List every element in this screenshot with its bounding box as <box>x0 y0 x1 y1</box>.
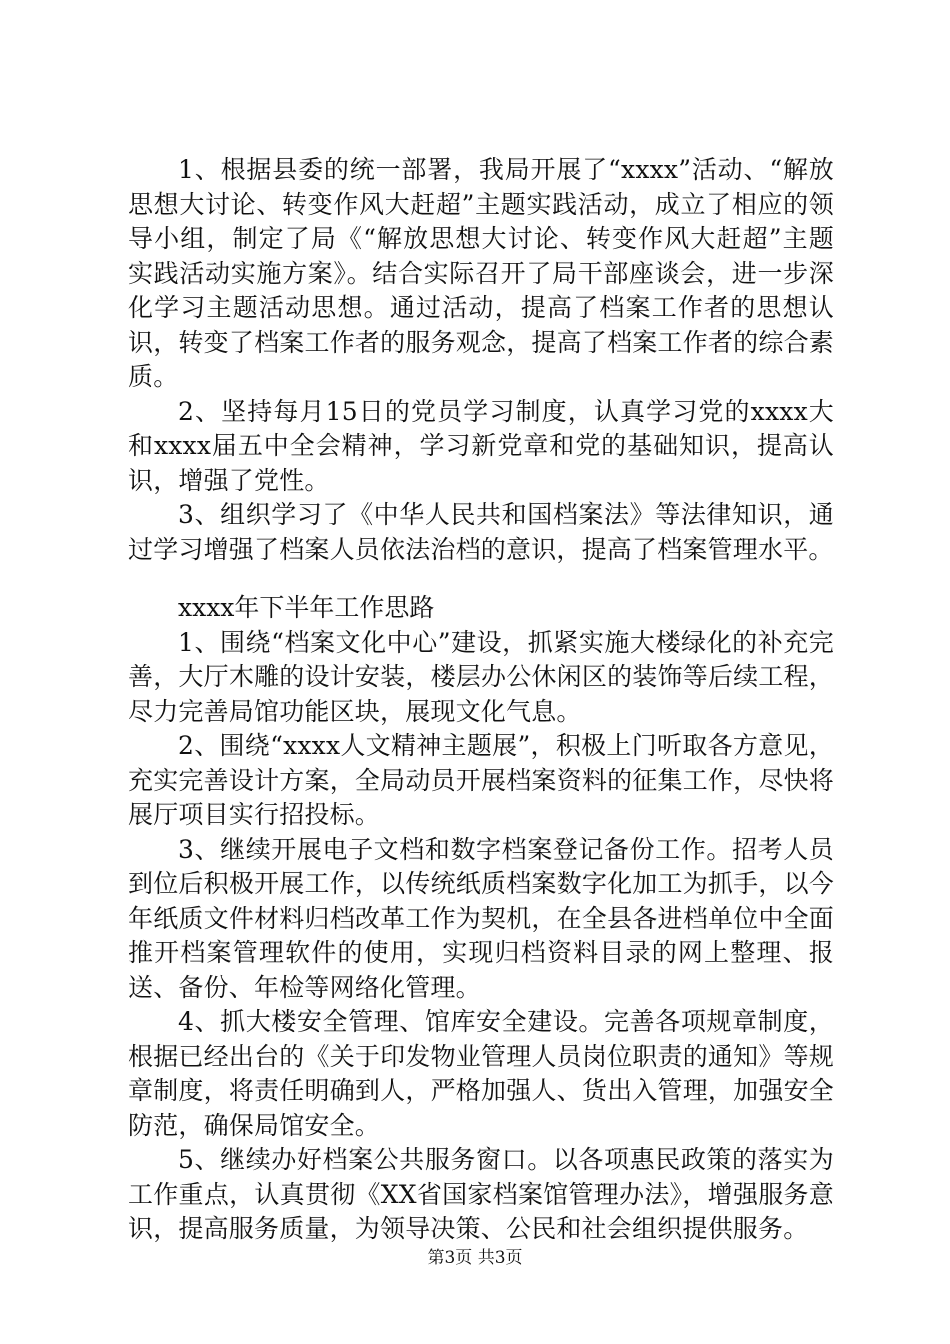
plan-item-4: 4、抓大楼安全管理、馆库安全建设。完善各项规章制度，根据已经出台的《关于印发物业管理人员岗位职责的通知》等规章制度，将责任明确到人，严格加强人、货出入管理，加强安全防范，确保局馆安全。 <box>128 1007 834 1140</box>
plan-item-3: 3、继续开展电子文档和数字档案登记备份工作。招考人员到位后积极开展工作，以传统纸质档案数字化加工为抓手，以今年纸质文件材料归档改革工作为契机，在全县各进档单位中全面推开档案管理软件的使用，实现归档资料目录的网上整理、报送、备份、年检等网络化管理。 <box>128 834 834 1002</box>
plan-item-1: 1、围绕“档案文化中心”建设，抓紧实施大楼绿化的补充完善，大厅木雕的设计安装，楼层办公休闲区的装饰等后续工程，尽力完善局馆功能区块，展现文化气息。 <box>128 627 834 726</box>
plan-item-5: 5、继续办好档案公共服务窗口。以各项惠民政策的落实为工作重点，认真贯彻《XX省国家档案馆管理办法》，增强服务意识，提高服务质量，为领导决策、公民和社会组织提供服务。 <box>128 1145 834 1243</box>
paragraph-2: 2、坚持每月15日的党员学习制度，认真学习党的xxxx大和xxxx届五中全会精神，学习新党章和党的基础知识，提高认识，增强了党性。 <box>128 396 834 495</box>
page-footer: 第3页 共3页 <box>427 1248 523 1268</box>
paragraph-3: 3、组织学习了《中华人民共和国档案法》等法律知识，通过学习增强了档案人员依法治档的意识，提高了档案管理水平。 <box>128 500 834 564</box>
document-body <box>128 153 834 1247</box>
plan-item-2: 2、围绕“xxxx人文精神主题展”，积极上门听取各方意见，充实完善设计方案，全局动员开展档案资料的征集工作，尽快将展厅项目实行招投标。 <box>128 731 834 829</box>
section-title: xxxx年下半年工作思路 <box>178 593 435 622</box>
paragraph-1: 1、根据县委的统一部署，我局开展了“xxxx”活动、“解放思想大讨论、转变作风大赶超”主题实践活动，成立了相应的领导小组，制定了局《“解放思想大讨论、转变作风大赶超”主题实践活动实施方案》。结合实际召开了局干部座谈会，进一步深化学习主题活动思想。通过活动，提高了档案工作者的思想认识，转变了档案工作者的服务观念，提高了档案工作者的综合素质。 <box>128 155 834 391</box>
